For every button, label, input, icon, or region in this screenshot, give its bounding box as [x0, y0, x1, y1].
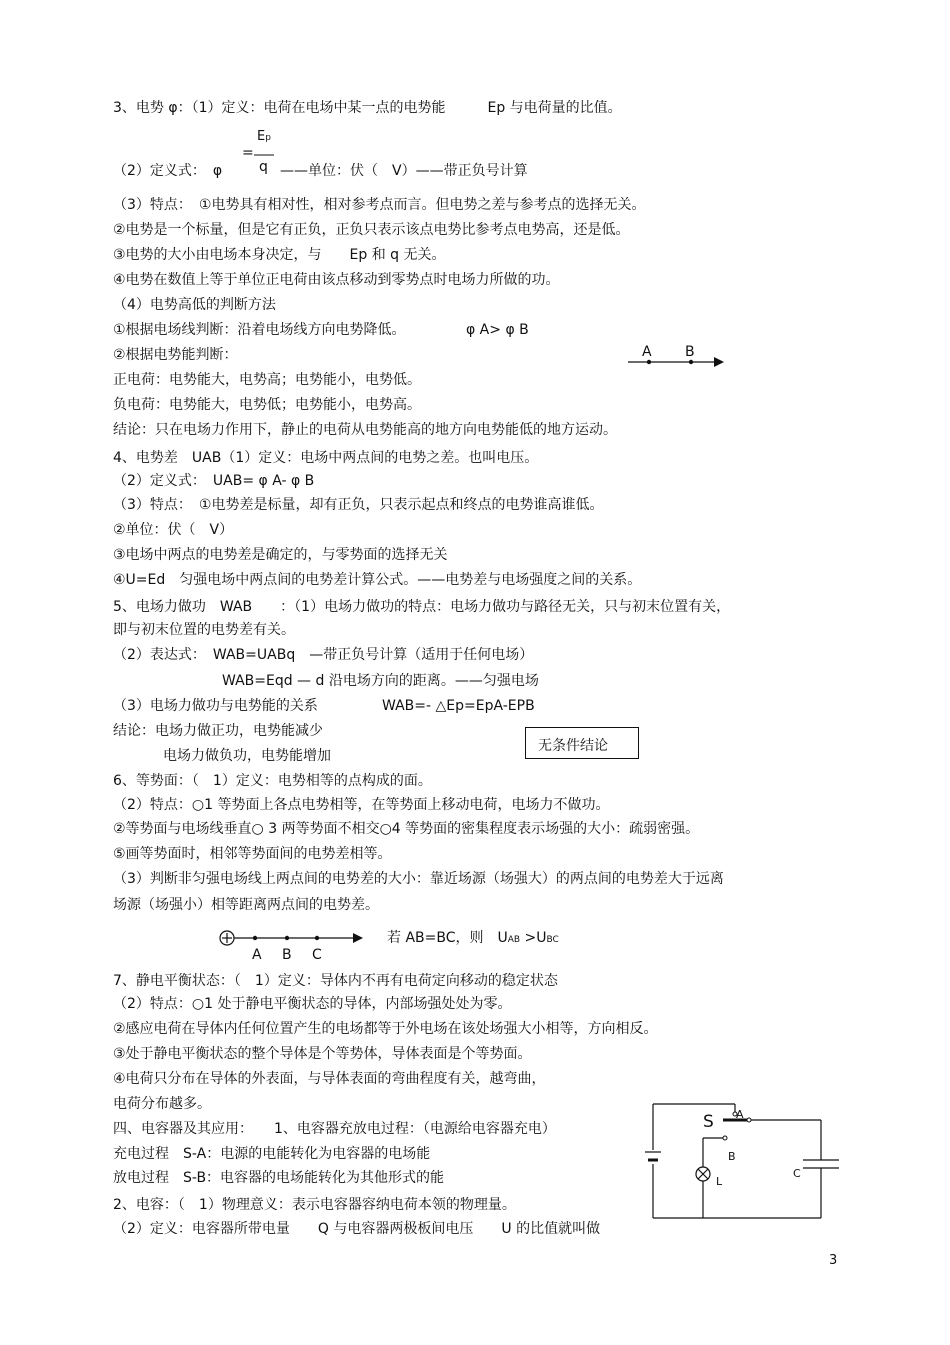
fraction-equals: =: [242, 145, 254, 161]
s4-line5: ③电场中两点的电势差是确定的，与零势面的选择无关: [113, 547, 448, 563]
s3-line10: 正电荷：电势能大，电势高；电势能小，电势低。: [113, 372, 421, 388]
s3-line1: 3、电势 φ：（1）定义：电荷在电场中某一点的电势能 Ep 与电荷量的比值。: [113, 100, 622, 116]
s3-line4: ②电势是一个标量，但是它有正负，正负只表示该点电势比参考点电势高，还是低。: [113, 222, 630, 238]
fraction-bar: [254, 154, 274, 156]
circuit-label-l: L: [716, 1175, 723, 1188]
s3-line7: （4）电势高低的判断方法: [113, 297, 276, 313]
circuit-label-c: C: [793, 1167, 801, 1180]
frac-E: E: [257, 129, 266, 144]
fraction-denominator: q: [259, 159, 268, 175]
s7-line1: 7、静电平衡状态：（ 1）定义：导体内不再有电荷定向移动的稳定状态: [113, 973, 558, 989]
s8-line1: 四、电容器及其应用： 1、电容器充放电过程：（电源给电容器充电）: [113, 1121, 556, 1137]
s3-line11: 负电荷：电势能大，电势低；电势能小，电势高。: [113, 397, 421, 413]
s5-line5: （3）电场力做功与电势能的关系: [113, 698, 318, 714]
capacitor-circuit-diagram: [645, 1098, 845, 1228]
s5-line3: （2）表达式： WAB=UABq —带正负号计算（适用于任何电场）: [113, 647, 534, 663]
s5-line5b: WAB=- △Ep=EpA-EPB: [382, 698, 535, 714]
unconditional-conclusion-box: 无条件结论: [525, 727, 639, 759]
s5-line4: WAB=Eqd — d 沿电场方向的距离。——匀强电场: [222, 673, 539, 689]
s4-line6: ④U=Ed 匀强电场中两点间的电势差计算公式。——电势差与电场强度之间的关系。: [113, 572, 642, 588]
cond-sub-bc: BC: [546, 935, 559, 945]
s3-line2a: （2）定义式： φ: [113, 163, 223, 179]
fig2-label-b: B: [282, 947, 292, 963]
s3-line12: 结论：只在电场力作用下，静止的电荷从电势能高的地方向电势能低的地方运动。: [113, 422, 617, 438]
frac-p: p: [265, 133, 271, 143]
circuit-label-a: A: [736, 1108, 744, 1121]
s4-line2: （2）定义式： UAB= φ A- φ B: [113, 473, 315, 489]
s4-line3: （3）特点： ①电势差是标量，却有正负，只表示起点和终点的电势谁高谁低。: [113, 497, 604, 513]
s3-line8b: φ A> φ B: [466, 322, 529, 338]
cond-sub-ab: AB: [507, 935, 521, 945]
fig1-label-b: B: [685, 344, 695, 360]
s5-line6: 结论：电场力做正功，电势能减少: [113, 723, 323, 739]
s6-line2: （2）特点：○1 等势面上各点电势相等，在等势面上移动电荷，电场力不做功。: [113, 797, 610, 813]
s6-line6: 场源（场强小）相等距离两点间的电势差。: [113, 897, 379, 913]
s8-line4: 2、电容：（ 1）物理意义：表示电容器容纳电荷本领的物理量。: [113, 1197, 516, 1213]
s6-line3: ②等势面与电场线垂直○ 3 两等势面不相交○4 等势面的密集程度表示场强的大小：疏弱密强。: [113, 821, 700, 837]
s4-line1: 4、电势差 UAB（1）定义：电场中两点间的电势之差。也叫电压。: [113, 450, 539, 466]
s5-line7: 电场力做负功，电势能增加: [163, 748, 331, 764]
s6-line1: 6、等势面：（ 1）定义：电势相等的点构成的面。: [113, 773, 432, 789]
cond-text-b: >U: [520, 930, 547, 946]
s8-line2: 充电过程 S-A：电源的电能转化为电容器的电场能: [113, 1146, 431, 1162]
s3-line2b: ——单位：伏（ V）——带正负号计算: [280, 163, 528, 179]
fraction-numerator: [257, 128, 271, 147]
field-line-arrow: [628, 356, 728, 368]
potential-difference-condition: [387, 929, 559, 949]
fig1-label-a: A: [642, 344, 652, 360]
s5-line2: 即与初末位置的电势差有关。: [113, 622, 295, 638]
s7-line4: ③处于静电平衡状态的整个导体是个等势体，导体表面是个等势面。: [113, 1046, 532, 1062]
s7-line6: 电荷分布越多。: [113, 1096, 211, 1112]
circuit-label-s: S: [703, 1112, 714, 1132]
page-number: 3: [829, 1253, 838, 1268]
fig2-label-a: A: [252, 947, 262, 963]
s4-line4: ②单位：伏（ V）: [113, 522, 234, 538]
s3-line9: ②根据电势能判断：: [113, 347, 238, 363]
s6-line4: ⑤画等势面时，相邻等势面间的电势差相等。: [113, 846, 392, 862]
cond-text-a: 若 AB=BC，则 U: [387, 930, 508, 946]
point-charge-field-line: [217, 929, 367, 947]
s8-line5: （2）定义：电容器所带电量 Q 与电容器两极板间电压 U 的比值就叫做: [113, 1221, 601, 1237]
s5-line1: 5、电场力做功 WAB ：（1）电场力做功的特点：电场力做功与路径无关，只与初末位置有关，: [113, 599, 731, 615]
s3-line8: ①根据电场线判断：沿着电场线方向电势降低。: [113, 322, 406, 338]
s3-line5: ③电势的大小由电场本身决定，与 Ep 和 q 无关。: [113, 247, 446, 263]
s6-line5: （3）判断非匀强电场线上两点间的电势差的大小：靠近场源（场强大）的两点间的电势差大于远离: [113, 871, 724, 887]
s7-line5: ④电荷只分布在导体的外表面，与导体表面的弯曲程度有关，越弯曲，: [113, 1071, 546, 1087]
s8-line3: 放电过程 S-B：电容器的电场能转化为其他形式的能: [113, 1170, 445, 1186]
s7-line3: ②感应电荷在导体内任何位置产生的电场都等于外电场在该处场强大小相等，方向相反。: [113, 1021, 658, 1037]
circuit-label-b: B: [728, 1150, 736, 1163]
s3-line3: （3）特点： ①电势具有相对性，相对参考点而言。但电势之差与参考点的选择无关。: [113, 197, 646, 213]
fig2-label-c: C: [312, 947, 322, 963]
s3-line6: ④电势在数值上等于单位正电荷由该点移动到零势点时电场力所做的功。: [113, 272, 560, 288]
s7-line2: （2）特点：○1 处于静电平衡状态的导体，内部场强处处为零。: [113, 996, 512, 1012]
